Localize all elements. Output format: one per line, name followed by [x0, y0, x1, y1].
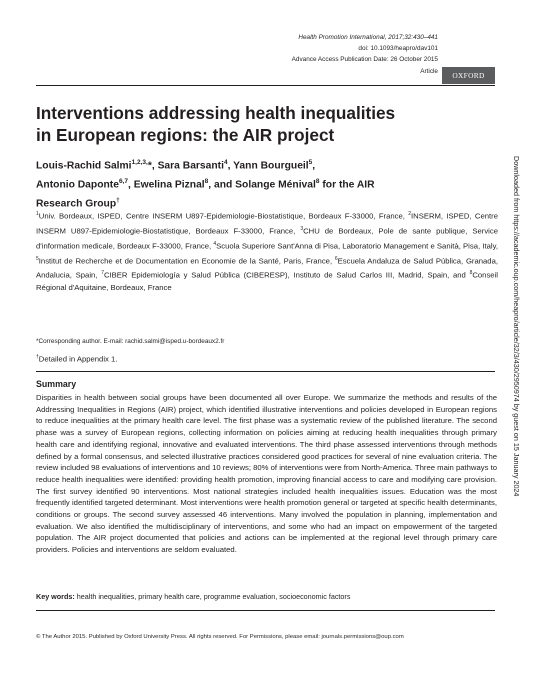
author-name[interactable]: Louis-Rachid Salmi — [36, 160, 132, 172]
corresponding-author-email[interactable]: *Corresponding author. E-mail: rachid.salmi@isped.u-bordeaux2.fr — [36, 338, 225, 345]
author-line-2 — [36, 174, 496, 193]
affiliation-marker[interactable]: 5 — [308, 159, 313, 166]
author-list — [36, 155, 496, 211]
affiliation-number: 4 — [213, 240, 217, 247]
affiliation-text: CIBER Epidemiología y Salud Pública (CIBERESP), Instituto de Salud Carlos III, Madrid, Spain, and — [103, 271, 470, 280]
footnote-text: Detailed in Appendix 1. — [38, 354, 118, 364]
advance-access-date: Advance Access Publication Date: 26 October 2015 — [291, 56, 438, 64]
affiliation-text: CHU de Bordeaux, Pole de sante publique, Service d'information medicale, Bordeaux F-33000, France, — [36, 226, 498, 251]
affiliation-text: INSERM, ISPED, Centre INSERM U897-Epidemiologie-Biostatistique, Bordeaux F-33000, France, — [36, 211, 498, 236]
research-group-prefix: for the AIR — [319, 179, 375, 191]
doi-link[interactable]: doi: 10.1093/heapro/dav101 — [358, 45, 438, 53]
title-line-2: in European regions: the AIR project — [36, 125, 335, 145]
affiliation-number: 3 — [300, 225, 304, 232]
affiliation-marker[interactable]: 4 — [223, 159, 228, 166]
summary-abstract: Disparities in health between social groups have been documented all over Europe. We summarize the methods and results of the Addressing Inequalities in Regions (AIR) project, which identified illustrative interventions and policies developed in European regions to reduce inequalities at the primary health care level. The first phase was a systematic review of the published literature. The second phase was a survey of European regions, collecting information on policies aiming at reducing health inequalities through primary health care and identifying regional, innovative and evaluated interventions. The third phase assessed interventions through methods defined by a formal consensus, and selected illustrative practices considered good practices for several of nine evaluation criteria. The review included 98 evaluations of interventions and 10 reviews; 80% of interventions were from North-America. Three main pathways to reduce health inequalities were identified: providing health promotion, improving financial access to care and modifying care provision. The first survey identified 90 interventions. Most national strategies included health inequalities issues. Education was the most frequently identified targeted determinant. Most interventions were health promotion general or targeted at specific health determinants, conditions or groups. The second survey assessed 46 interventions. Many involved the population in planning, implementation and evaluation. We also identified the multidisciplinary of interventions, and some who had an impact on empowerment of the targeted population. The AIR project documented that policies and actions can be implemented at the regional level through primary care providers. Policies and interventions are seldom evaluated. — [36, 393, 497, 555]
research-group-name[interactable]: Research Group — [36, 198, 117, 210]
affiliation-number: 6 — [334, 255, 338, 262]
summary-divider — [36, 371, 495, 372]
affiliation-marker[interactable]: 8 — [315, 177, 320, 185]
article-header — [292, 32, 438, 77]
keywords-list: health inequalities, primary health care, programme evaluation, socioeconomic factors — [74, 592, 351, 601]
footer-divider — [36, 610, 495, 611]
affiliation-text: Univ. Bordeaux, ISPED, Centre INSERM U897-Epidemiologie-Biostatistique, Bordeaux F-33000, France, — [38, 211, 409, 221]
affiliation-number: 5 — [36, 255, 39, 262]
download-watermark-text[interactable]: Downloaded from https://academic.oup.com/heapro/article/32/3/430/2950974 by guest on 15 January 2024 — [512, 156, 521, 497]
summary-heading: Summary — [36, 379, 77, 389]
title-line-1: Interventions addressing health inequalities — [36, 103, 396, 123]
affiliation-text: Escuela Andaluza de Salud Pública, Granada, Andalucia, Spain, — [36, 256, 498, 280]
affiliation-marker[interactable]: 6,7 — [118, 177, 128, 185]
author-name[interactable]: , Ewelina Piznal — [127, 179, 205, 191]
article-title — [36, 102, 456, 146]
affiliation-marker[interactable]: 1,2,3, — [131, 159, 148, 166]
header-divider — [36, 85, 495, 86]
oxford-logo: OXFORD — [442, 67, 495, 84]
affiliation-text: Conseil Régional d'Aquitaine, Bordeaux, France — [36, 271, 498, 293]
affiliation-number: 8 — [469, 270, 473, 277]
footnote-marker[interactable]: † — [116, 196, 120, 204]
article-type: Article — [420, 67, 438, 75]
affiliation-number: 2 — [408, 211, 412, 217]
download-watermark — [511, 156, 521, 576]
copyright-notice: © The Author 2015. Published by Oxford University Press. All rights reserved. For Permissions, please email: journals.permissions@oup.com — [36, 634, 404, 640]
keywords-label: Key words: — [36, 592, 75, 601]
author-line-1 — [36, 155, 496, 174]
footnote-detailed — [36, 352, 496, 365]
affiliation-text: Scuola Superiore Sant'Anna di Pisa, Laboratorio Management e Sanità, Pisa, Italy, — [216, 241, 498, 251]
journal-citation: Health Promotion International, 2017;32:430–441 — [298, 34, 438, 41]
corresponding-marker: * — [147, 160, 152, 172]
keywords — [36, 592, 497, 602]
author-name[interactable]: , and Solange Ménival — [208, 179, 316, 191]
affiliation-text: Institut de Recherche et de Documentation en Economie de la Santé, Paris, France, — [38, 256, 335, 266]
author-name[interactable]: , Sara Barsanti — [151, 160, 224, 172]
author-name[interactable]: , Yann Bourgueil — [227, 160, 309, 172]
footnote-marker: † — [36, 354, 39, 360]
affiliations — [36, 208, 498, 295]
affiliation-number: 1 — [36, 211, 39, 217]
affiliation-number: 7 — [101, 270, 104, 277]
affiliation-marker[interactable]: 8 — [204, 177, 209, 185]
separator: , — [312, 160, 316, 172]
author-name[interactable]: Antonio Daponte — [36, 179, 119, 191]
